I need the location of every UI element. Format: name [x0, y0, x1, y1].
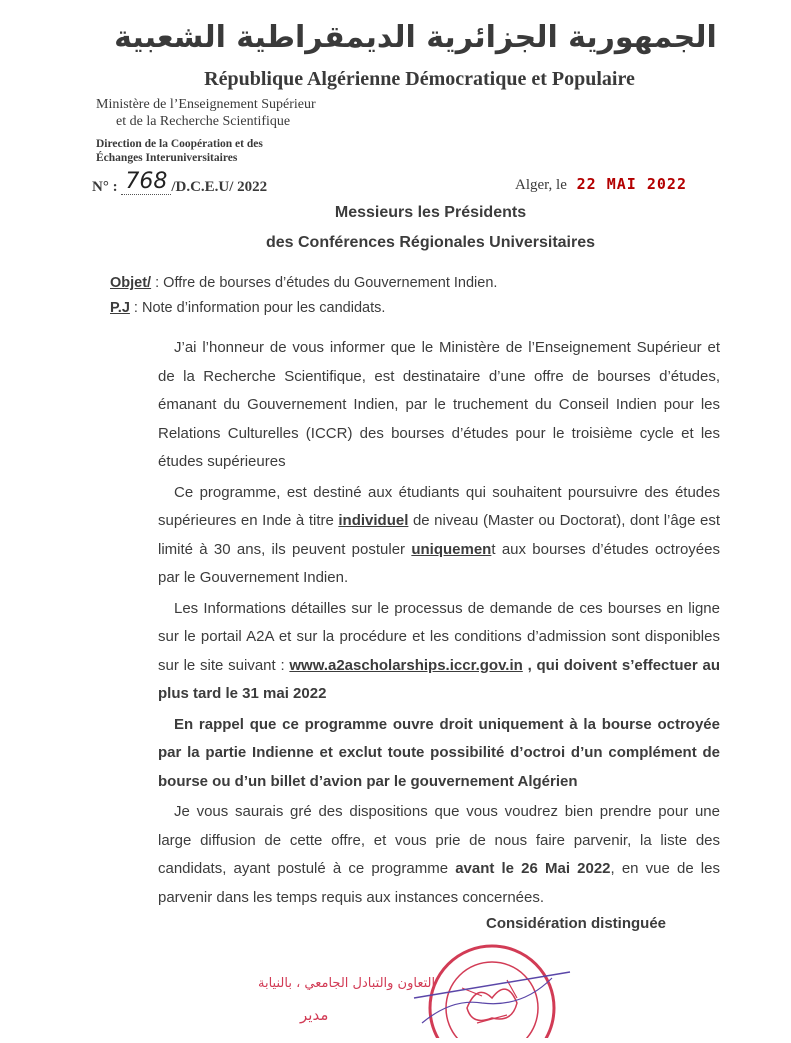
ministry-block [96, 96, 316, 130]
arabic-title: الجمهورية الجزائرية الديمقراطية الشعبية [114, 20, 717, 55]
objet-text: : Offre de bourses d’études du Gouvernement Indien. [151, 275, 498, 291]
signature-arabic-line-1: التعاون والتبادل الجامعي ، بالنيابة [258, 976, 436, 991]
pj-line [110, 300, 385, 316]
official-seal [412, 928, 572, 1038]
letter-body [158, 334, 720, 912]
ref-handwritten-number: 768 [121, 169, 171, 195]
signature-arabic-line-2: مدير [300, 1006, 329, 1024]
paragraph-1: J’ai l’honneur de vous informer que le Ministère de l’Enseignement Supérieur et de la Recherche Scientifique, est destinataire d’une offre de bourses d’études, émanant du Gouvernement Indien, par le truchement du Conseil Indien pour les Relations Culturelles (ICCR) des bourses d’études pour le troisième cycle et les études supérieures [158, 339, 720, 470]
ministry-line-1: Ministère de l’Enseignement Supérieur [96, 97, 316, 112]
ministry-line-2: et de la Recherche Scientifique [116, 114, 291, 129]
date-line [515, 175, 687, 194]
recipient-line-2: des Conférences Régionales Universitaires [265, 234, 596, 251]
closing-formula: Considération distinguée [486, 915, 667, 932]
date-stamp: 22 MAI 2022 [576, 175, 687, 193]
ref-prefix: N° : [92, 179, 118, 195]
objet-label: Objet/ [110, 275, 152, 291]
word-uniquement: uniquemen [411, 540, 492, 558]
place: Alger, le [515, 177, 567, 193]
recipient-line-1: Messieurs les Présidents [334, 204, 527, 221]
word-individuel: individuel [338, 512, 409, 529]
direction-line-2: Échanges Interuniversitaires [96, 152, 238, 164]
pj-label: P.J [110, 300, 130, 316]
ref-suffix: /D.C.E.U/ 2022 [171, 179, 268, 195]
direction-block [96, 137, 263, 165]
pj-text: : Note d’information pour les candidats. [129, 300, 386, 316]
direction-line-1: Direction de la Coopération et des [96, 138, 263, 150]
objet-line [110, 275, 497, 291]
seal-icon [412, 928, 572, 1038]
reference-number [92, 169, 268, 198]
paragraph-3: Les Informations détailles sur le processus de demande de ces bourses en ligne sur le portail A2A et sur la procédure et les conditions d’admission sont disponibles sur le site suivant : www.a2ascholarships.iccr.gov.in , qui doivent s’effectuer au plus tard le 31 mai 2022 [158, 599, 720, 702]
paragraph-4: En rappel que ce programme ouvre droit uniquement à la bourse octroyée par la partie Indienne et exclut toute possibilité d’octroi d’un complément de bourse ou d’un billet d’avion par le gouvernement Algérien [158, 715, 720, 790]
republic-title: République Algérienne Démocratique et Populaire [204, 68, 635, 90]
paragraph-5: Je vous saurais gré des dispositions que vous voudrez bien prendre pour une large diffusion de cette offre, et vous prie de nous faire parvenir, la liste des candidats, ayant postulé à ce programme avant le 26 Mai 2022, en vue de les parvenir dans les temps requis aux instances concernées. [158, 803, 720, 906]
paragraph-2: Ce programme, est destiné aux étudiants qui souhaitent poursuivre des études supérieures en Inde à titre individuel de niveau (Master ou Doctorat), dont l’âge est limité à 30 ans, ils peuvent postuler uniquement aux bourses d’études octroyées par le Gouvernement Indien. [158, 483, 720, 586]
scholarship-link[interactable]: www.a2ascholarships.iccr.gov.in [289, 656, 523, 674]
